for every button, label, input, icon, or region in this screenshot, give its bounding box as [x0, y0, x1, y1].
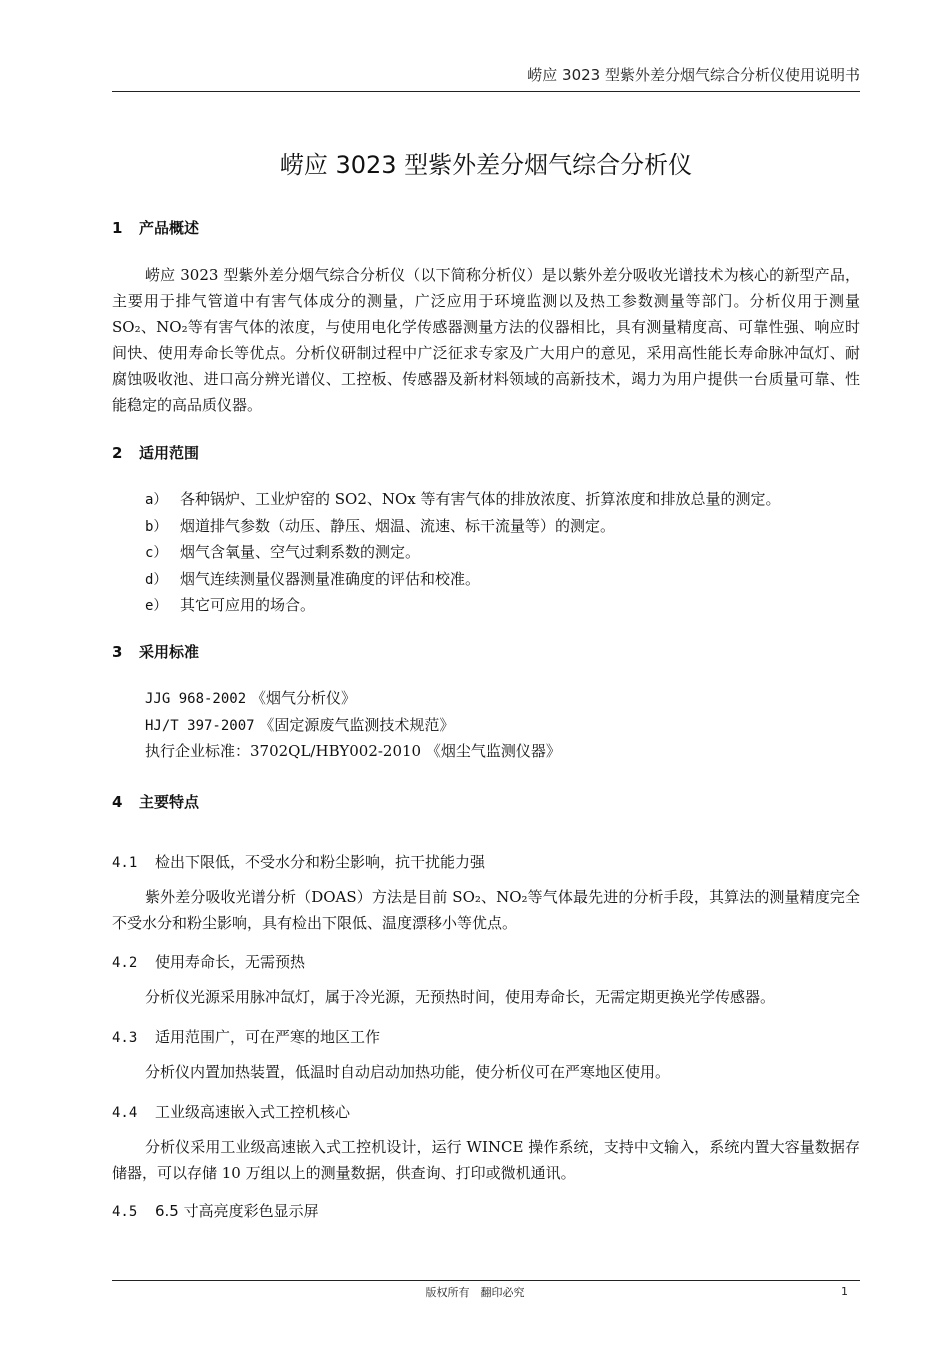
standard-item	[145, 739, 561, 765]
subsection-4-2-paragraph: 分析仪光源采用脉冲氙灯，属于冷光源，无预热时间，使用寿命长，无需定期更换光学传感器。	[145, 988, 776, 1006]
subsection-number: 4.5	[112, 1204, 138, 1220]
subsection-4-3-heading	[112, 1026, 380, 1047]
subsection-4-2-heading	[112, 951, 305, 972]
subsection-number: 4.2	[112, 955, 138, 971]
subsection-title: 工业级高速嵌入式工控机核心	[155, 1103, 351, 1121]
document-title: 崂应 3023 型紫外差分烟气综合分析仪	[279, 151, 693, 179]
subsection-title: 使用寿命长，无需预热	[155, 953, 306, 971]
list-text: 烟气含氧量、空气过剩系数的测定。	[180, 543, 421, 561]
section-number: 1	[112, 219, 123, 237]
list-marker: a）	[145, 492, 168, 508]
list-text: 其它可应用的场合。	[180, 596, 316, 614]
list-item	[145, 593, 781, 620]
subsection-title: 6.5 寸高亮度彩色显示屏	[155, 1202, 319, 1220]
standard-item	[145, 686, 561, 713]
section-number: 2	[112, 444, 123, 462]
list-item	[145, 514, 781, 541]
scope-list	[145, 487, 781, 620]
section-title: 适用范围	[139, 444, 200, 462]
page-number: 1	[841, 1285, 848, 1298]
standard-name: 《固定源废气监测技术规范》	[259, 715, 455, 734]
section-4-heading	[112, 791, 199, 812]
section-3-heading	[112, 641, 199, 662]
subsection-number: 4.4	[112, 1105, 138, 1121]
section-2-heading	[112, 442, 199, 463]
running-header: 崂应 3023 型紫外差分烟气综合分析仪使用说明书	[527, 66, 860, 84]
list-item	[145, 567, 781, 594]
header-divider	[112, 91, 860, 92]
section-1-heading	[112, 217, 199, 238]
list-marker: c）	[145, 545, 168, 561]
list-item	[145, 540, 781, 567]
subsection-4-3-paragraph: 分析仪内置加热装置，低温时自动启动加热功能，使分析仪可在严寒地区使用。	[145, 1063, 671, 1081]
list-item	[145, 487, 781, 514]
standard-item	[145, 713, 561, 740]
subsection-4-1-paragraph: 紫外差分吸收光谱分析（DOAS）方法是目前 SO₂、NO₂等气体最先进的分析手段，其算法的测量精度完全不受水分和粉尘影响，具有检出下限低、温度漂移小等优点。	[112, 888, 860, 932]
list-text: 各种锅炉、工业炉窑的 SO2、NOx 等有害气体的排放浓度、折算浓度和排放总量的测定。	[180, 490, 781, 508]
list-marker: b）	[145, 518, 168, 535]
subsection-4-1-heading	[112, 851, 485, 872]
list-text: 烟气连续测量仪器测量准确度的评估和校准。	[180, 569, 481, 588]
standard-name: 《烟尘气监测仪器》	[425, 742, 561, 760]
subsection-number: 4.1	[112, 855, 138, 871]
footer-divider	[112, 1280, 860, 1281]
standard-code: HJ/T 397-2007	[145, 717, 255, 734]
subsection-4-4-paragraph: 分析仪采用工业级高速嵌入式工控机设计，运行 WINCE 操作系统，支持中文输入，系统内置大容量数据存储器，可以存储 10 万组以上的测量数据，供查询、打印或微机通讯。	[112, 1138, 860, 1182]
standards-list	[145, 686, 561, 765]
section-1-paragraph: 崂应 3023 型紫外差分烟气综合分析仪（以下简称分析仪）是以紫外差分吸收光谱技术为核心的新型产品，主要用于排气管道中有害气体成分的测量，广泛应用于环境监测以及热工参数测量等部门。分析仪用于测量 SO₂、NO₂等有害气体的浓度，与使用电化学传感器测量方法的仪器相比，具有测量精度高、可靠性强、响应时间快、使用寿命长等优点。分析仪研制过程中广泛征求专家及广大用户的意见，采用高性能长寿命脉冲氙灯、耐腐蚀吸收池、进口高分辨光谱仪、工控板、传感器及新材料领域的高新技术，竭力为用户提供一台质量可靠、性能稳定的高品质仪器。	[112, 266, 860, 414]
subsection-title: 适用范围广，可在严寒的地区工作	[155, 1028, 381, 1046]
standard-code: JJG 968-2002	[145, 691, 247, 707]
section-title: 采用标准	[139, 643, 200, 661]
standard-code: 执行企业标准：3702QL/HBY002-2010	[145, 742, 422, 760]
list-text: 烟道排气参数（动压、静压、烟温、流速、标干流量等）的测定。	[180, 516, 616, 535]
section-number: 4	[112, 793, 123, 811]
subsection-number: 4.3	[112, 1030, 138, 1046]
footer-copyright: 版权所有 翻印必究	[425, 1286, 525, 1299]
list-marker: e）	[145, 598, 168, 614]
section-number: 3	[112, 643, 123, 661]
section-title: 产品概述	[139, 219, 200, 237]
section-title: 主要特点	[139, 793, 200, 811]
standard-name: 《烟气分析仪》	[250, 689, 356, 707]
subsection-4-4-heading	[112, 1101, 350, 1122]
subsection-4-5-heading	[112, 1200, 319, 1221]
subsection-title: 检出下限低，不受水分和粉尘影响，抗干扰能力强	[155, 853, 486, 871]
list-marker: d）	[145, 571, 168, 588]
